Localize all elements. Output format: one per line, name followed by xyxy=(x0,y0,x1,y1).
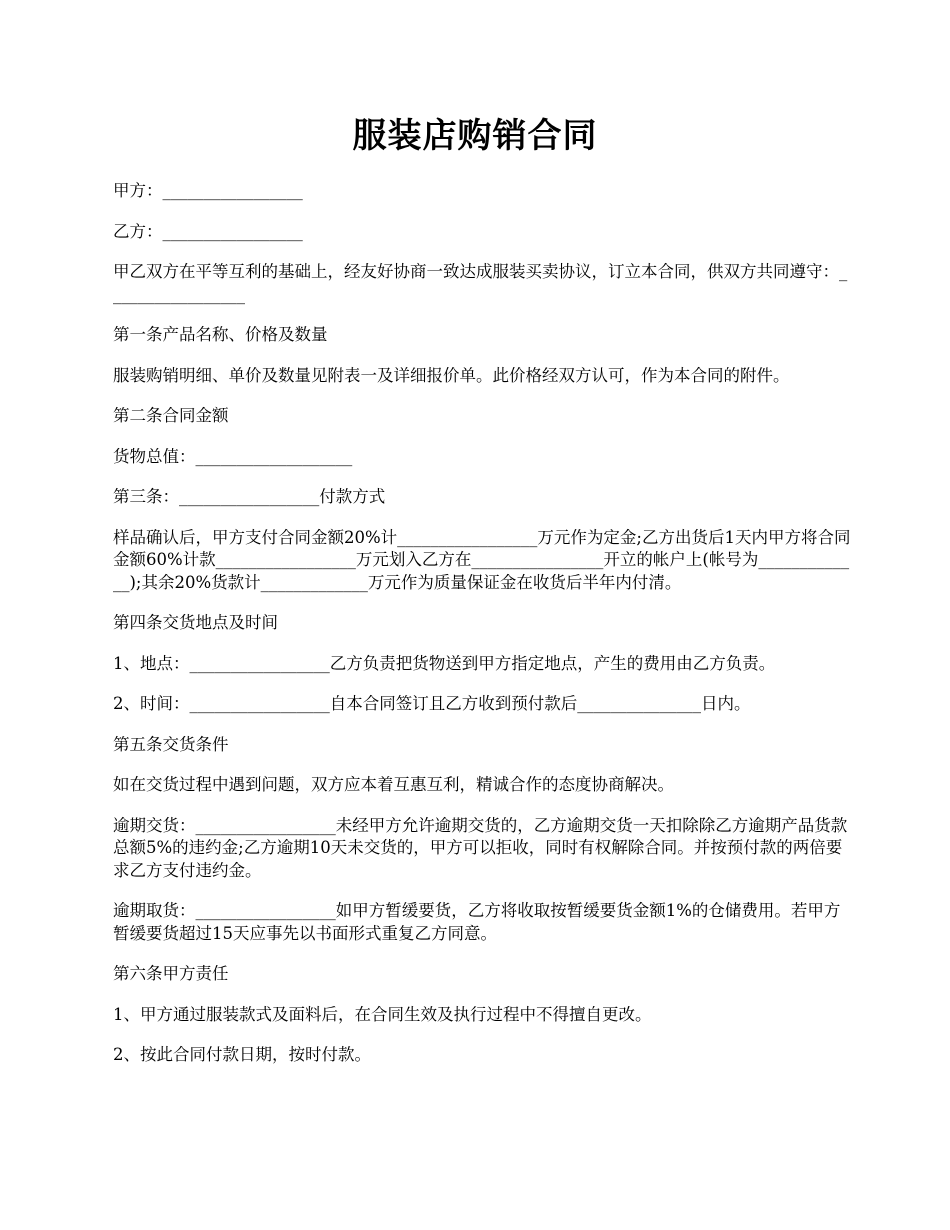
article-4-location: 1、地点：_________________乙方负责把货物送到甲方指定地点，产生的费用由乙方负责。 xyxy=(113,653,776,673)
article-3-text: 样品确认后，甲方支付合同金额20%计_________________万元作为定金;乙方出货后1天内甲方将合同金额60%计款_________________万元划入乙方在________________开立的帐户上(帐号为_____________);其余20%货款计_____________万元作为质量保证金在收货后半年内付清。 xyxy=(113,527,851,592)
article-6-heading: 第六条甲方责任 xyxy=(113,964,229,983)
article-5-late-pickup: 逾期取货：_________________如甲方暂缓要货，乙方将收取按暂缓要货金额1%的仓储费用。若甲方暂缓要货超过15天应事先以书面形式重复乙方同意。 xyxy=(113,901,841,943)
preamble: 甲乙双方在平等互利的基础上，经友好协商一致达成服装买卖协议，订立本合同，供双方共同遵守：_________________ xyxy=(113,262,848,304)
article-4-heading: 第四条交货地点及时间 xyxy=(113,613,278,632)
article-5-late-delivery: 逾期交货：_________________未经甲方允许逾期交货的，乙方逾期交货一天扣除除乙方逾期产品货款总额5%的违约金;乙方逾期10天未交货的，甲方可以拒收，同时有权解除合同。并按预付款的两倍要求乙方支付违约金。 xyxy=(113,815,848,880)
article-3-heading: 第三条：_________________付款方式 xyxy=(113,487,386,506)
article-6-item-1: 1、甲方通过服装款式及面料后，在合同生效及执行过程中不得擅自更改。 xyxy=(113,1004,652,1024)
party-b-line: 乙方：_________________ xyxy=(113,221,303,241)
document-title: 服装店购销合同 xyxy=(352,116,598,156)
article-5-text: 如在交货过程中遇到问题，双方应本着互惠互利，精诚合作的态度协商解决。 xyxy=(113,775,674,794)
article-2-text: 货物总值：___________________ xyxy=(113,446,353,466)
article-1-text: 服装购销明细、单价及数量见附表一及详细报价单。此价格经双方认可，作为本合同的附件。 xyxy=(113,365,790,385)
party-a-line: 甲方：_________________ xyxy=(113,181,303,200)
article-4-time: 2、时间：_________________自本合同签订且乙方收到预付款后_______________日内。 xyxy=(113,694,751,713)
article-2-heading: 第二条合同金额 xyxy=(113,406,229,425)
article-5-heading: 第五条交货条件 xyxy=(113,734,229,754)
document-body xyxy=(113,180,853,1085)
article-1-heading: 第一条产品名称、价格及数量 xyxy=(113,325,328,344)
article-6-item-2: 2、按此合同付款日期，按时付款。 xyxy=(113,1045,371,1064)
